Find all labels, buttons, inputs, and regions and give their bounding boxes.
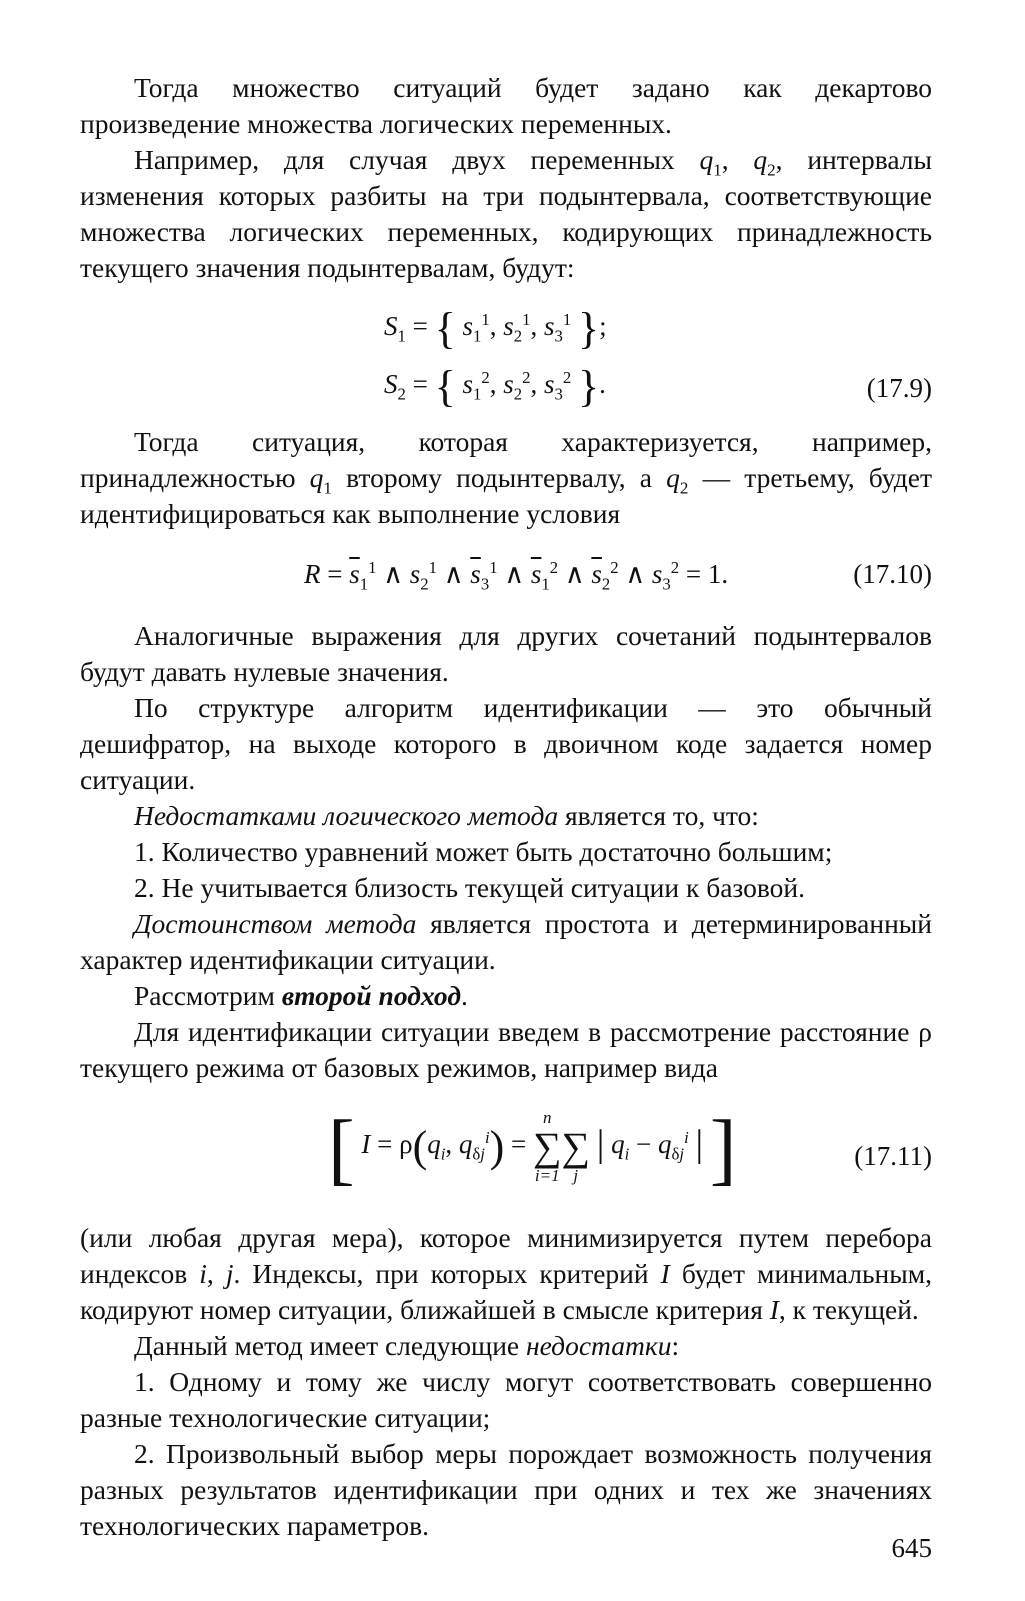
italic-term: недостатки bbox=[526, 1330, 672, 1361]
equation-17-10: $R = \overline{s}_1^1$ ∧ $s_2^1$ ∧ $\overline{s}_3^1$ ∧ $\overline{s}_1^2$ ∧ $\overline{s}_2^2$ ∧ $s_3^2 = 1$. (17.10) bbox=[304, 558, 932, 594]
italic-term: Достоинством метода bbox=[134, 908, 417, 939]
list-item-2: 2. Не учитывается близость текущей ситуации к базовой. bbox=[134, 872, 806, 903]
paragraph-5: По структуре алгоритм идентификации — это обычный дешифратор, на выходе которого в двоичном коде задается номер ситуации. bbox=[80, 692, 932, 795]
paragraph-10: (или любая другая мера), которое минимизируется путем перебора индексов i, j. Индексы, при которых критерий I будет минимальным, кодируют номер ситуации, ближайшей в смысле критерия I, к текущей. bbox=[80, 1222, 932, 1325]
equation-17-9: $S_2$ = { $s_1^2$, $s_2^2$, $s_3^2$ }. (17.9) bbox=[384, 362, 932, 411]
list-item-3: 1. Одному и тому же числу могут соответствовать совершенно разные технологические ситуации; bbox=[80, 1366, 932, 1433]
list-item-4: 2. Произвольный выбор меры порождает возможность получения разных результатов идентификации при одних и тех же значениях технологических параметров. bbox=[80, 1438, 932, 1541]
bold-italic-term: второй подход bbox=[281, 980, 461, 1011]
italic-term: Недостатками логического метода bbox=[134, 800, 559, 831]
paragraph-11: Данный метод имеет следующие недостатки: bbox=[134, 1330, 680, 1361]
paragraph-8: Рассмотрим второй подход. bbox=[134, 980, 468, 1011]
equation-17-11: [ $I = \rho(q_i$, $q_{\delta j}^i$) = n ∑ i=1 ∑ j | $q_i - q_{\delta j}^i$ | ] (17.11) bbox=[328, 1105, 932, 1194]
paragraph-9: Для идентификации ситуации введем в рассмотрение расстояние ρ текущего режима от базовых режимов, например вида bbox=[80, 1016, 932, 1083]
paragraph-3: Тогда ситуация, которая характеризуется, например, принадлежностью $q_1$ второму подынтервалу, а $q_2$ — третьему, будет идентифицироваться как выполнение условия bbox=[80, 426, 932, 529]
paragraph-1: Тогда множество ситуаций будет задано как декартово произведение множества логических переменных. bbox=[80, 72, 932, 139]
paragraph-6: Недостатками логического метода является то, что: bbox=[134, 800, 759, 831]
paragraph-7: Достоинством метода является простота и детерминированный характер идентификации ситуации. bbox=[80, 908, 932, 975]
equation-s1: $S_1$ = { $s_1^1$, $s_2^1$, $s_3^1$ }; bbox=[384, 304, 607, 353]
list-item-1: 1. Количество уравнений может быть достаточно большим; bbox=[134, 836, 833, 867]
paragraph-4: Аналогичные выражения для других сочетаний подынтервалов будут давать нулевые значения. bbox=[80, 620, 932, 687]
equation-number: (17.9) bbox=[866, 373, 932, 403]
page-content bbox=[80, 70, 932, 1544]
equation-number: (17.11) bbox=[854, 1141, 932, 1171]
equation-number: (17.10) bbox=[853, 559, 932, 589]
page-number: 645 bbox=[891, 1533, 932, 1563]
paragraph-2: Например, для случая двух переменных $q_1$, $q_2$, интервалы изменения которых разбиты на три подынтервала, соответствующие множества логических переменных, кодирующих принадлежность текущего значения подынтервалам, будут: bbox=[80, 144, 933, 283]
